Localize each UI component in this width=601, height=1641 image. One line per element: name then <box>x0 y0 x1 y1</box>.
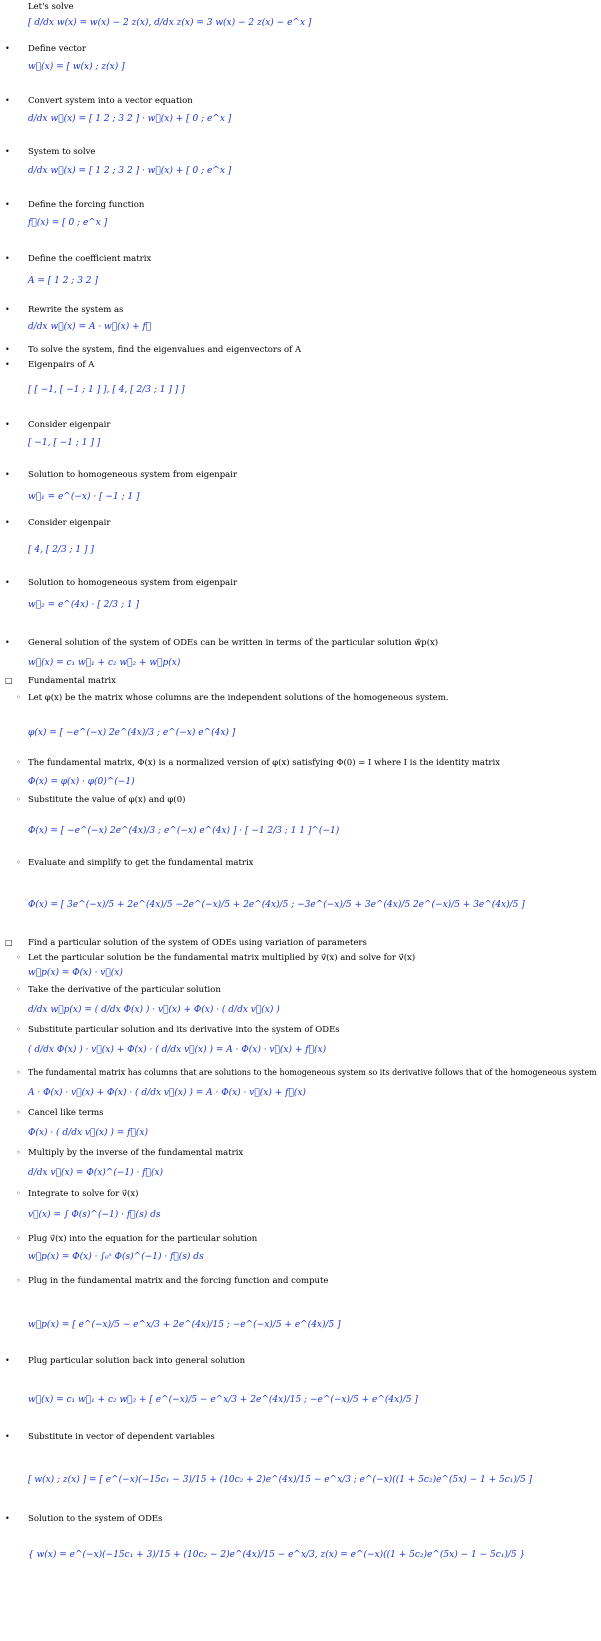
particular-step-0-text: Let the particular solution be the fundamental matrix multiplied by v⃗(x) and solve for v⃗(x) <box>28 953 416 963</box>
step-12-text: General solution of the system of ODEs can be written in terms of the particular solution w⃗p(x) <box>28 638 439 648</box>
particular-step-6-bullet: ◦ <box>16 1189 21 1198</box>
ode-system: [ d/dx w(x) = w(x) − 2 z(x), d/dx z(x) = 3 w(x) − 2 z(x) − e^x ] <box>28 18 312 28</box>
step-11-bullet: • <box>5 578 10 587</box>
fundamental-step-2-text: Substitute the value of φ(x) and φ(0) <box>28 795 186 805</box>
particular-step-8-bullet: ◦ <box>16 1276 21 1285</box>
final-step-1-bullet: • <box>5 1432 10 1441</box>
step-1-text: Convert system into a vector equation <box>28 96 193 106</box>
step-7-bullet: • <box>5 360 10 369</box>
step-8-text: Consider eigenpair <box>28 420 111 430</box>
fundamental-step-2-math: Φ(x) = [ −e^(−x) 2e^(4x)/3 ; e^(−x) e^(4x) ] · [ −1 2/3 ; 1 1 ]^(−1) <box>28 826 340 836</box>
step-4-text: Define the coefficient matrix <box>28 254 152 264</box>
intro-title: Let's solve <box>28 2 74 12</box>
step-6-bullet: • <box>5 345 10 354</box>
fundamental-step-3-bullet: ◦ <box>16 858 21 867</box>
particular-step-7-text: Plug v⃗(x) into the equation for the particular solution <box>28 1234 258 1244</box>
step-4-bullet: • <box>5 254 10 263</box>
fundamental-header-text: Fundamental matrix <box>28 676 116 686</box>
fundamental-step-2-bullet: ◦ <box>16 795 21 804</box>
step-7-math: [ [ −1, [ −1 ; 1 ] ], [ 4, [ 2/3 ; 1 ] ] ] <box>28 385 185 395</box>
step-9-math: w⃗₁ = e^(−x) · [ −1 ; 1 ] <box>28 492 140 502</box>
particular-step-3-math: A · Φ(x) · v⃗(x) + Φ(x) · ( d/dx v⃗(x) ) = A · Φ(x) · v⃗(x) + f⃗(x) <box>28 1088 306 1098</box>
fundamental-header-bullet: □ <box>5 676 13 685</box>
particular-header-text: Find a particular solution of the system of ODEs using variation of parameters <box>28 938 367 948</box>
step-2-math: d/dx w⃗(x) = [ 1 2 ; 3 2 ] · w⃗(x) + [ 0 ; e^x ] <box>28 166 232 176</box>
step-7-text: Eigenpairs of A <box>28 360 95 370</box>
step-11-math: w⃗₂ = e^(4x) · [ 2/3 ; 1 ] <box>28 600 139 610</box>
step-12-bullet: • <box>5 638 10 647</box>
step-0-bullet: • <box>5 44 10 53</box>
step-9-text: Solution to homogeneous system from eigenpair <box>28 470 238 480</box>
fundamental-step-1-math: Φ(x) = φ(x) · φ(0)^(−1) <box>28 777 135 787</box>
fundamental-step-3-text: Evaluate and simplify to get the fundamental matrix <box>28 858 254 868</box>
particular-step-5-text: Multiply by the inverse of the fundamental matrix <box>28 1148 244 1158</box>
particular-step-3-bullet: ◦ <box>16 1068 21 1077</box>
particular-step-5-bullet: ◦ <box>16 1148 21 1157</box>
step-5-bullet: • <box>5 305 10 314</box>
particular-step-3-text: The fundamental matrix has columns that are solutions to the homogeneous system so its derivative follows that of the homogeneous system <box>28 1068 597 1078</box>
step-0-math: w⃗(x) = [ w(x) ; z(x) ] <box>28 62 125 72</box>
step-10-bullet: • <box>5 518 10 527</box>
particular-step-5-math: d/dx v⃗(x) = Φ(x)^(−1) · f⃗(x) <box>28 1168 164 1178</box>
step-5-math: d/dx w⃗(x) = A · w⃗(x) + f⃗ <box>28 322 152 332</box>
step-5-text: Rewrite the system as <box>28 305 124 315</box>
step-10-text: Consider eigenpair <box>28 518 111 528</box>
particular-step-4-math: Φ(x) · ( d/dx v⃗(x) ) = f⃗(x) <box>28 1128 148 1138</box>
particular-step-8-math: w⃗p(x) = [ e^(−x)/5 − e^x/3 + 2e^(4x)/15 ; −e^(−x)/5 + e^(4x)/5 ] <box>28 1320 341 1330</box>
fundamental-step-3-math: Φ(x) = [ 3e^(−x)/5 + 2e^(4x)/5 −2e^(−x)/5 + 2e^(4x)/5 ; −3e^(−x)/5 + 3e^(4x)/5 2e^(−x)/5 + 3e^(4x)/5 ] <box>28 900 525 910</box>
final-step-2-bullet: • <box>5 1514 10 1523</box>
particular-header-bullet: □ <box>5 938 13 947</box>
particular-step-7-bullet: ◦ <box>16 1234 21 1243</box>
particular-step-2-text: Substitute particular solution and its derivative into the system of ODEs <box>28 1025 340 1035</box>
particular-step-0-math: w⃗p(x) = Φ(x) · v⃗(x) <box>28 968 123 978</box>
step-8-bullet: • <box>5 420 10 429</box>
particular-step-8-text: Plug in the fundamental matrix and the forcing function and compute <box>28 1276 329 1286</box>
particular-step-4-text: Cancel like terms <box>28 1108 104 1118</box>
step-12-math: w⃗(x) = c₁ w⃗₁ + c₂ w⃗₂ + w⃗p(x) <box>28 658 181 668</box>
particular-step-4-bullet: ◦ <box>16 1108 21 1117</box>
step-3-text: Define the forcing function <box>28 200 145 210</box>
step-6-text: To solve the system, find the eigenvalues and eigenvectors of A <box>28 345 302 355</box>
final-step-0-text: Plug particular solution back into general solution <box>28 1356 246 1366</box>
particular-step-6-text: Integrate to solve for v⃗(x) <box>28 1189 139 1199</box>
particular-step-7-math: w⃗p(x) = Φ(x) · ∫₀ˣ Φ(s)^(−1) · f⃗(s) ds <box>28 1252 204 1262</box>
fundamental-step-0-bullet: ◦ <box>16 693 21 702</box>
final-step-2-text: Solution to the system of ODEs <box>28 1514 163 1524</box>
step-3-bullet: • <box>5 200 10 209</box>
step-10-math: [ 4, [ 2/3 ; 1 ] ] <box>28 545 94 555</box>
particular-step-2-math: ( d/dx Φ(x) ) · v⃗(x) + Φ(x) · ( d/dx v⃗(x) ) = A · Φ(x) · v⃗(x) + f⃗(x) <box>28 1045 327 1055</box>
step-11-text: Solution to homogeneous system from eigenpair <box>28 578 238 588</box>
final-step-1-text: Substitute in vector of dependent variables <box>28 1432 215 1442</box>
step-1-math: d/dx w⃗(x) = [ 1 2 ; 3 2 ] · w⃗(x) + [ 0 ; e^x ] <box>28 114 232 124</box>
final-step-1-math: [ w(x) ; z(x) ] = [ e^(−x)(−15c₁ − 3)/15 + (10c₂ + 2)e^(4x)/15 − e^x/3 ; e^(−x)((1 + 5c₂)e^(5x) − 1 + 5c₁)/5 ] <box>28 1475 533 1485</box>
step-0-text: Define vector <box>28 44 86 54</box>
fundamental-step-1-bullet: ◦ <box>16 758 21 767</box>
final-step-2-math: { w(x) = e^(−x)(−15c₁ + 3)/15 + (10c₂ − 2)e^(4x)/15 − e^x/3, z(x) = e^(−x)((1 + 5c₂)e^(5x) − 1 − 5c₁)/5 } <box>28 1550 526 1560</box>
final-step-0-bullet: • <box>5 1356 10 1365</box>
particular-step-1-text: Take the derivative of the particular solution <box>28 985 221 995</box>
particular-step-1-bullet: ◦ <box>16 985 21 994</box>
step-4-math: A = [ 1 2 ; 3 2 ] <box>28 276 98 286</box>
particular-step-1-math: d/dx w⃗p(x) = ( d/dx Φ(x) ) · v⃗(x) + Φ(x) · ( d/dx v⃗(x) ) <box>28 1005 280 1015</box>
step-1-bullet: • <box>5 96 10 105</box>
fundamental-step-0-text: Let φ(x) be the matrix whose columns are the independent solutions of the homogeneous system. <box>28 693 449 703</box>
fundamental-step-0-math: φ(x) = [ −e^(−x) 2e^(4x)/3 ; e^(−x) e^(4x) ] <box>28 728 236 738</box>
step-9-bullet: • <box>5 470 10 479</box>
particular-step-6-math: v⃗(x) = ∫ Φ(s)^(−1) · f⃗(s) ds <box>28 1210 161 1220</box>
step-2-bullet: • <box>5 147 10 156</box>
step-8-math: [ −1, [ −1 ; 1 ] ] <box>28 438 101 448</box>
fundamental-step-1-text: The fundamental matrix, Φ(x) is a normalized version of φ(x) satisfying Φ(0) = I where I is the identity matrix <box>28 758 500 768</box>
final-step-0-math: w⃗(x) = c₁ w⃗₁ + c₂ w⃗₂ + [ e^(−x)/5 − e^x/3 + 2e^(4x)/15 ; −e^(−x)/5 + e^(4x)/5 ] <box>28 1395 418 1405</box>
particular-step-2-bullet: ◦ <box>16 1025 21 1034</box>
step-2-text: System to solve <box>28 147 96 157</box>
particular-step-0-bullet: ◦ <box>16 953 21 962</box>
step-3-math: f⃗(x) = [ 0 ; e^x ] <box>28 218 108 228</box>
